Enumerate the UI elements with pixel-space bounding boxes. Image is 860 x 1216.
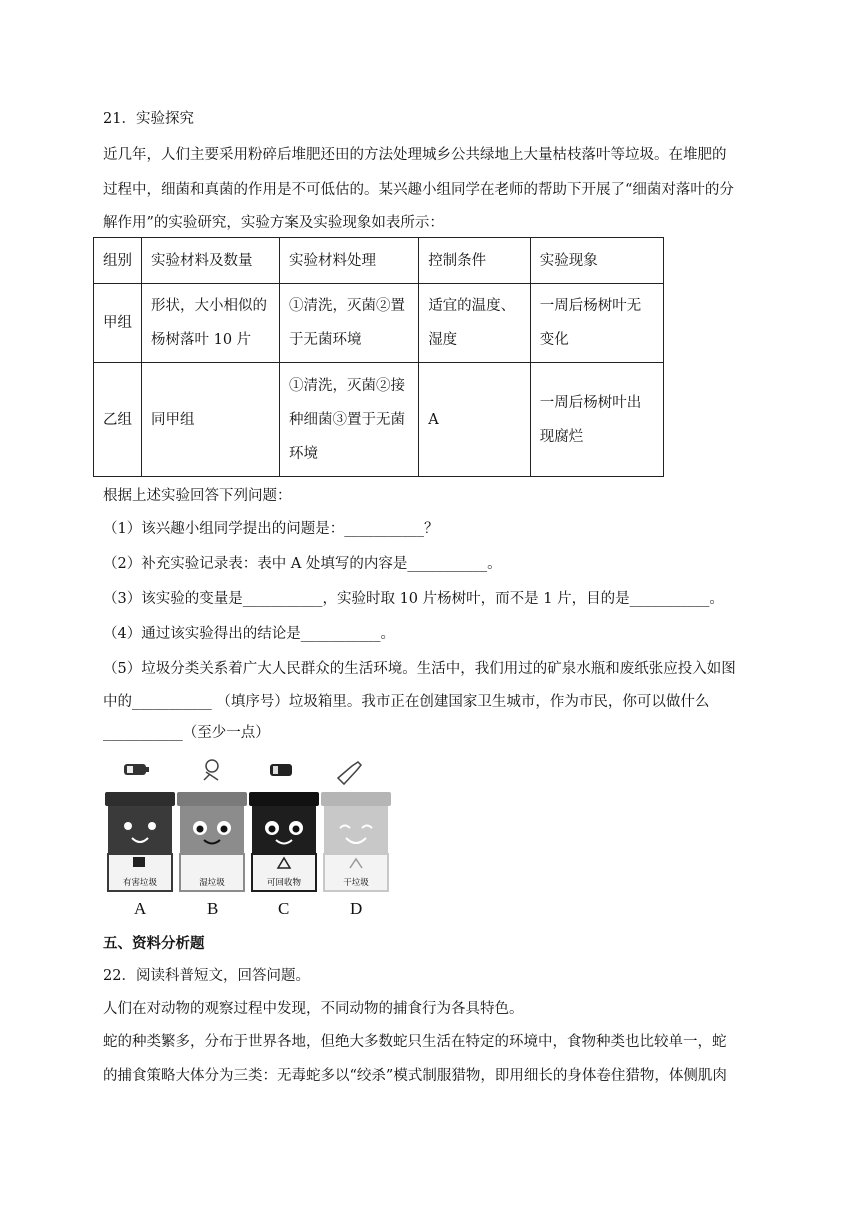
question-5-line-2: 中的___________ （填序号）垃圾箱里。我市正在创建国家卫生城市，作为市民，你可以做什么 — [103, 694, 710, 710]
question-2: （2）补充实验记录表：表中 A 处填写的内容是___________。 — [103, 556, 502, 572]
bin-a-label: 有害垃圾 — [122, 878, 158, 888]
battery-icon — [124, 764, 149, 775]
intro-line-1: 近几年，人们主要采用粉碎后堆肥还田的方法处理城乡公共绿地上大量枯枝落叶等垃圾。在堆肥的 — [103, 147, 727, 163]
bin-b — [177, 792, 247, 891]
table-cell: 形状，大小相似的杨树落叶 10 片 — [142, 284, 280, 363]
question-5-line-3: ___________（至少一点） — [103, 725, 270, 741]
bin-b-label: 湿垃圾 — [199, 878, 225, 888]
table-cell: ①清洗，灭菌②置于无菌环境 — [280, 284, 419, 363]
bin-c-label: 可回收物 — [266, 878, 302, 888]
question-1: （1）该兴趣小组同学提出的问题是：___________？ — [103, 521, 439, 537]
bin-a-letter: A — [134, 899, 147, 918]
table-header: 实验材料处理 — [280, 238, 419, 284]
table-header-row — [94, 238, 664, 284]
table-cell: 适宜的温度、湿度 — [419, 284, 531, 363]
paragraph-line-1: 人们在对动物的观察过程中发现，不同动物的捕食行为各具特色。 — [103, 1001, 524, 1017]
table-cell: 甲组 — [94, 284, 142, 363]
bin-c — [249, 792, 319, 891]
question-3: （3）该实验的变量是___________，实验时取 10 片杨树叶，而不是 1 片，目的是___________。 — [103, 591, 724, 607]
table-cell: 一周后杨树叶无变化 — [530, 284, 663, 363]
bin-d-label: 干垃圾 — [343, 878, 369, 888]
experiment-table — [93, 237, 664, 477]
apple-core-icon — [204, 760, 218, 780]
bin-c-letter: C — [278, 899, 290, 918]
table-cell: 同甲组 — [142, 363, 280, 477]
garbage-bins-figure — [100, 756, 400, 916]
question-5-line-1: （5）垃圾分类关系着广大人民群众的生活环境。生活中，我们用过的矿泉水瓶和废纸张应投入如图 — [103, 661, 736, 677]
paragraph-line-2: 蛇的种类繁多，分布于世界各地，但绝大多数蛇只生活在特定的环境中，食物种类也比较单一，蛇 — [103, 1034, 727, 1050]
table-cell: A — [419, 363, 531, 477]
question-4: （4）通过该实验得出的结论是___________。 — [103, 626, 395, 642]
table-cell: ①清洗，灭菌②接种细菌③置于无菌环境 — [280, 363, 419, 477]
table-header: 实验现象 — [530, 238, 663, 284]
bottle-icon — [338, 762, 361, 784]
bin-d — [321, 792, 391, 891]
bin-b-letter: B — [207, 899, 219, 918]
table-row — [94, 284, 664, 363]
table-header: 实验材料及数量 — [142, 238, 280, 284]
table-cell: 乙组 — [94, 363, 142, 477]
table-row — [94, 363, 664, 477]
bin-d-letter: D — [350, 899, 363, 918]
table-header: 控制条件 — [419, 238, 531, 284]
paragraph-line-3: 的捕食策略大体分为三类：无毒蛇多以“绞杀”模式制服猎物，即用细长的身体卷住猎物，体侧肌肉 — [103, 1068, 727, 1084]
questions-prompt: 根据上述实验回答下列问题： — [103, 488, 292, 504]
intro-line-2: 过程中，细菌和真菌的作用是不可低估的。某兴趣小组同学在老师的帮助下开展了“细菌对落叶的分 — [103, 182, 734, 198]
table-cell: 一周后杨树叶出现腐烂 — [530, 363, 663, 477]
table-header: 组别 — [94, 238, 142, 284]
q22-heading: 22．阅读科普短文，回答问题。 — [103, 968, 310, 984]
q21-heading: 21．实验探究 — [103, 111, 194, 127]
garbage-bins-illustration — [100, 756, 400, 896]
intro-line-3: 解作用”的实验研究，实验方案及实验现象如表所示： — [103, 215, 444, 231]
section-heading: 五、资料分析题 — [103, 935, 205, 952]
can-icon — [270, 764, 292, 776]
bin-a — [105, 792, 175, 891]
